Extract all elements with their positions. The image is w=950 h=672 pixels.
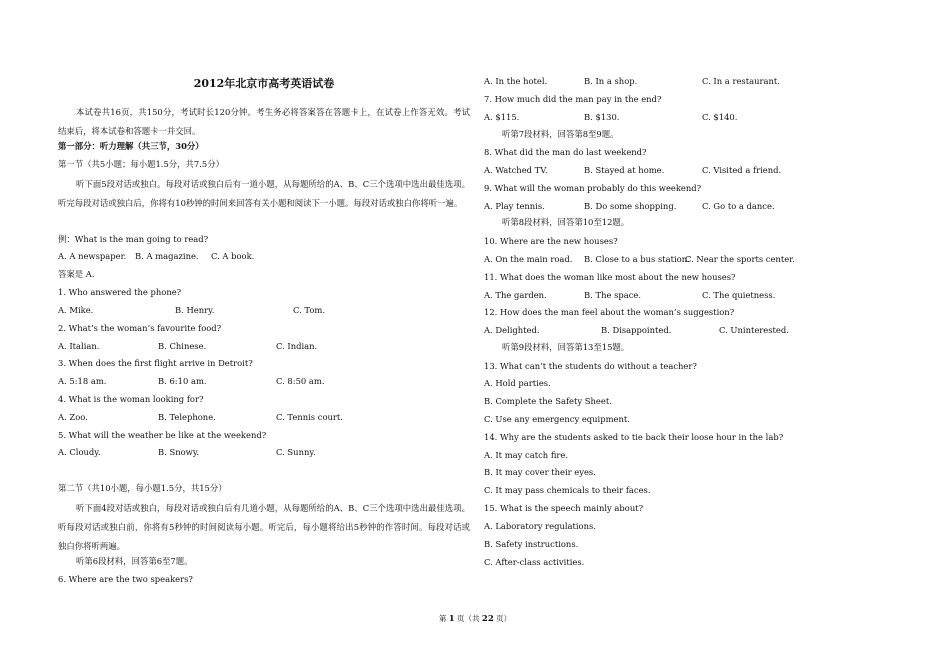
question-3: 3. When does the first flight arrive in Detroit? <box>58 358 253 368</box>
material-9-note: 听第9段材料，回答第13至15题。 <box>502 342 630 352</box>
question-1: 1. Who answered the phone? <box>58 287 182 297</box>
example-answer: 答案是 A. <box>58 269 95 279</box>
question-13-option-a: A. Hold parties. <box>484 378 551 388</box>
page-footer <box>0 613 950 624</box>
option: B. Close to a bus station. <box>584 254 690 264</box>
material-8-note: 听第8段材料，回答第10至12题。 <box>502 217 630 227</box>
question-4-options <box>58 411 343 423</box>
question-14-option-b: B. It may cover their eyes. <box>484 467 596 477</box>
option: A. Italian. <box>58 341 100 351</box>
option: C. A book. <box>211 251 255 261</box>
option: C. Uninterested. <box>719 325 789 335</box>
material-6-note: 听第6段材料，回答第6至7题。 <box>76 556 193 566</box>
question-14: 14. Why are the students asked to tie back their loose hour in the lab? <box>484 432 784 442</box>
question-15-option-b: B. Safety instructions. <box>484 539 579 549</box>
question-9: 9. What will the woman probably do this weekend? <box>484 183 702 193</box>
option: A. On the main road. <box>484 254 573 264</box>
option: B. The space. <box>584 290 642 300</box>
footer-page-number: 1 <box>448 614 455 624</box>
option: A. A newspaper. <box>58 251 127 261</box>
option: A. Cloudy. <box>58 447 101 457</box>
question-14-option-a: A. It may catch fire. <box>484 450 569 460</box>
question-9-options <box>484 200 775 212</box>
footer-prefix: 第 <box>438 614 447 623</box>
question-2-options <box>58 340 317 352</box>
question-6: 6. Where are the two speakers? <box>58 574 193 584</box>
option: B. A magazine. <box>135 251 199 261</box>
question-7-options <box>484 111 737 123</box>
option: B. Stayed at home. <box>584 165 665 175</box>
option: A. Watched TV. <box>484 165 548 175</box>
question-15-option-c: C. After-class activities. <box>484 557 585 567</box>
question-8: 8. What did the man do last weekend? <box>484 147 647 157</box>
section1-heading: 第一节（共5小题；每小题1.5分，共7.5分） <box>58 159 224 169</box>
option: C. The quietness. <box>702 290 776 300</box>
option: C. Sunny. <box>276 447 316 457</box>
question-12: 12. How does the man feel about the woman’s suggestion? <box>484 307 735 317</box>
question-11: 11. What does the woman like most about the new houses? <box>484 272 736 282</box>
question-5: 5. What will the weather be like at the weekend? <box>58 430 267 440</box>
question-4: 4. What is the woman looking for? <box>58 394 204 404</box>
section1-instructions: 听下面5段对话或独白。每段对话或独白后有一道小题，从每题所给的A、B、C三个选项中选出最佳选项。听完每段对话或独白后，你将有10秒钟的时间来回答有关小题和阅读下一小题。每段对话或独白你将听一遍。 <box>58 179 470 208</box>
part1-heading: 第一部分：听力理解（共三节，30分） <box>58 141 204 151</box>
question-10: 10. Where are the new houses? <box>484 236 618 246</box>
option: A. 5:18 am. <box>58 376 107 386</box>
option: C. 8:50 am. <box>276 376 325 386</box>
question-15-option-a: A. Laboratory regulations. <box>484 521 596 531</box>
question-7: 7. How much did the man pay in the end? <box>484 94 662 104</box>
option: A. Play tennis. <box>484 201 545 211</box>
option: B. Henry. <box>175 305 215 315</box>
option: B. In a shop. <box>584 76 638 86</box>
option: B. Telephone. <box>158 412 216 422</box>
option: C. Near the sports center. <box>685 254 795 264</box>
exam-intro: 本试卷共16页，共150分，考试时长120分钟。考生务必将答案答在答题卡上，在试卷上作答无效。考试结束后，将本试卷和答题卡一并交回。 <box>58 107 470 136</box>
question-13: 13. What can’t the students do without a teacher? <box>484 361 697 371</box>
option: A. Delighted. <box>484 325 540 335</box>
section2-instructions: 听下面4段对话或独白，每段对话或独白后有几道小题，从每题所给的A、B、C三个选项中选出最佳选项。听每段对话或独白前，你将有5秒钟的时间阅读每小题。听完后，每小题将给出5秒钟的作答时间。每段对话或独白你将听两遍。 <box>58 503 470 551</box>
option: B. 6:10 am. <box>158 376 207 386</box>
option: B. $130. <box>584 112 620 122</box>
option: A. Zoo. <box>58 412 88 422</box>
option: B. Disappointed. <box>601 325 672 335</box>
option: B. Chinese. <box>158 341 207 351</box>
option: C. Indian. <box>276 341 318 351</box>
question-12-options <box>484 324 789 336</box>
example-options <box>58 250 254 262</box>
question-2: 2. What’s the woman’s favourite food? <box>58 323 222 333</box>
option: A. The garden. <box>484 290 547 300</box>
question-14-option-c: C. It may pass chemicals to their faces. <box>484 485 651 495</box>
question-15: 15. What is the speech mainly about? <box>484 503 644 513</box>
footer-mid: 页（共 <box>457 614 480 623</box>
footer-suffix: 页） <box>496 614 512 623</box>
option: C. In a restaurant. <box>702 76 780 86</box>
question-6-options <box>484 75 780 87</box>
question-5-options <box>58 446 316 458</box>
page-title: 2012年北京市高考英语试卷 <box>193 77 335 90</box>
question-8-options <box>484 164 781 176</box>
question-11-options <box>484 289 775 301</box>
option: A. Mike. <box>58 305 94 315</box>
footer-total-pages: 22 <box>481 614 494 624</box>
question-13-option-b: B. Complete the Safety Sheet. <box>484 396 612 406</box>
option: C. Visited a friend. <box>702 165 782 175</box>
example-question: 例：What is the man going to read? <box>58 234 209 244</box>
option: C. Tom. <box>293 305 326 315</box>
option: C. Go to a dance. <box>702 201 775 211</box>
section2-heading: 第二节（共10小题，每小题1.5分，共15分） <box>58 483 227 493</box>
material-7-note: 听第7段材料，回答第8至9题。 <box>502 129 619 139</box>
option: A. In the hotel. <box>484 76 548 86</box>
option: B. Do some shopping. <box>584 201 677 211</box>
question-13-option-c: C. Use any emergency equipment. <box>484 414 630 424</box>
option: C. Tennis court. <box>276 412 343 422</box>
question-10-options <box>484 253 795 265</box>
option: B. Snowy. <box>158 447 200 457</box>
option: A. $115. <box>484 112 520 122</box>
question-1-options <box>58 304 325 316</box>
option: C. $140. <box>702 112 738 122</box>
question-3-options <box>58 375 325 387</box>
